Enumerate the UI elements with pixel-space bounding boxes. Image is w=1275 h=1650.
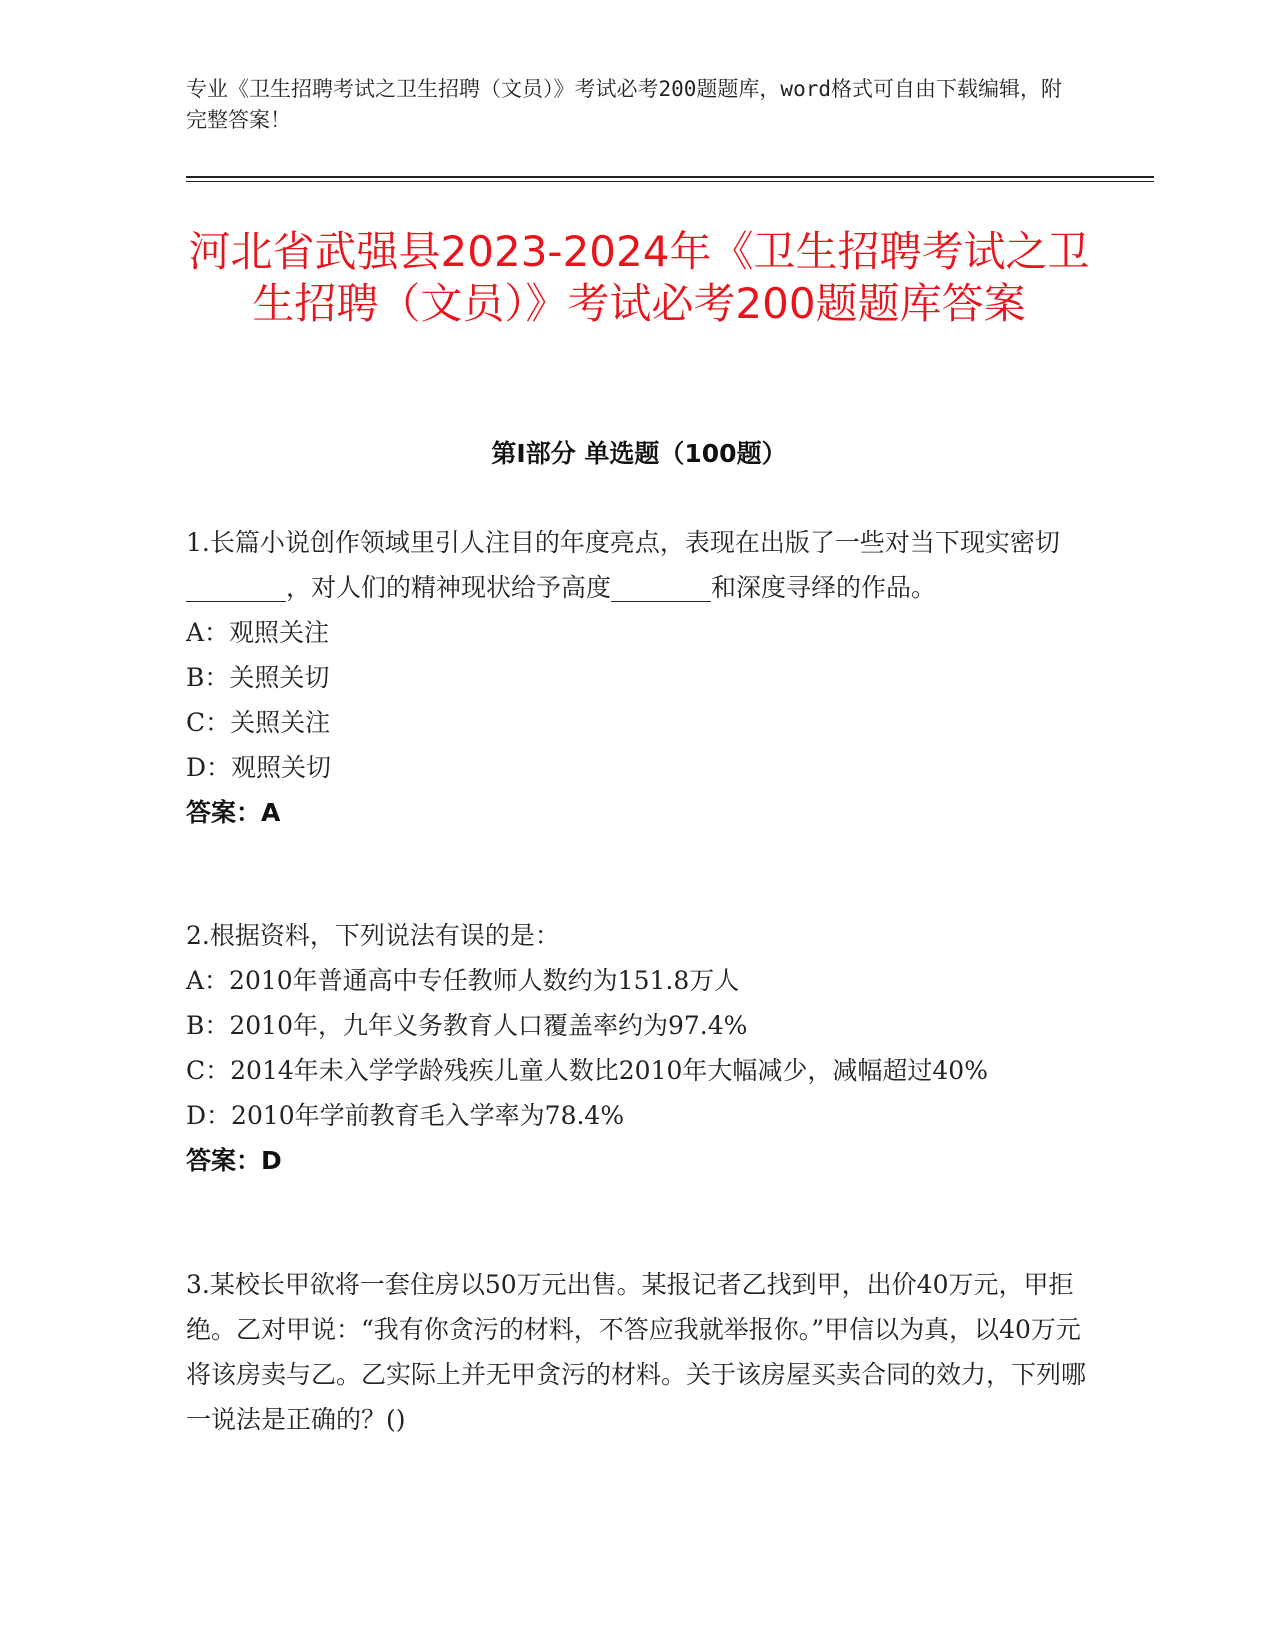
section-title: 第Ⅰ部分 单选题（100题） bbox=[491, 439, 787, 468]
question-stem: 1.长篇小说创作领域里引人注目的年度亮点，表现在出版了一些对当下现实密切________，对人们的精神现状给予高度________和深度寻绎的作品。 bbox=[186, 528, 1060, 602]
option-b: B：关照关切 bbox=[186, 663, 330, 692]
option-c: C：2014年未入学学龄残疾儿童人数比2010年大幅减少，减幅超过40% bbox=[186, 1056, 988, 1085]
question-1 bbox=[186, 520, 1086, 835]
option-b: B：2010年，九年义务教育人口覆盖率约为97.4% bbox=[186, 1011, 748, 1040]
option-d: D：2010年学前教育毛入学率为78.4% bbox=[186, 1101, 625, 1130]
answer-line: 答案：A bbox=[186, 798, 281, 827]
answer-line: 答案：D bbox=[186, 1146, 282, 1175]
option-a: A：观照关注 bbox=[186, 618, 330, 647]
option-c: C：关照关注 bbox=[186, 708, 331, 737]
header-divider-thick bbox=[186, 176, 1154, 178]
header-divider-thin bbox=[186, 181, 1154, 182]
header-note: 专业《卫生招聘考试之卫生招聘（文员）》考试必考200题题库，word格式可自由下载编辑，附完整答案！ bbox=[186, 77, 1062, 132]
option-a: A：2010年普通高中专任教师人数约为151.8万人 bbox=[186, 966, 740, 995]
question-stem: 3.某校长甲欲将一套住房以50万元出售。某报记者乙找到甲，出价40万元，甲拒绝。乙对甲说：“我有你贪污的材料，不答应我就举报你。”甲信以为真，以40万元将该房卖与乙。乙实际上并无甲贪污的材料。关于该房屋买卖合同的效力，下列哪一说法是正确的？() bbox=[186, 1270, 1087, 1434]
document-title: 河北省武强县2023-2024年《卫生招聘考试之卫生招聘（文员）》考试必考200题题库答案 bbox=[188, 227, 1090, 328]
question-2 bbox=[186, 913, 1086, 1183]
question-stem: 2.根据资料，下列说法有误的是： bbox=[186, 921, 560, 950]
question-3 bbox=[186, 1262, 1086, 1442]
option-d: D：观照关切 bbox=[186, 753, 332, 782]
